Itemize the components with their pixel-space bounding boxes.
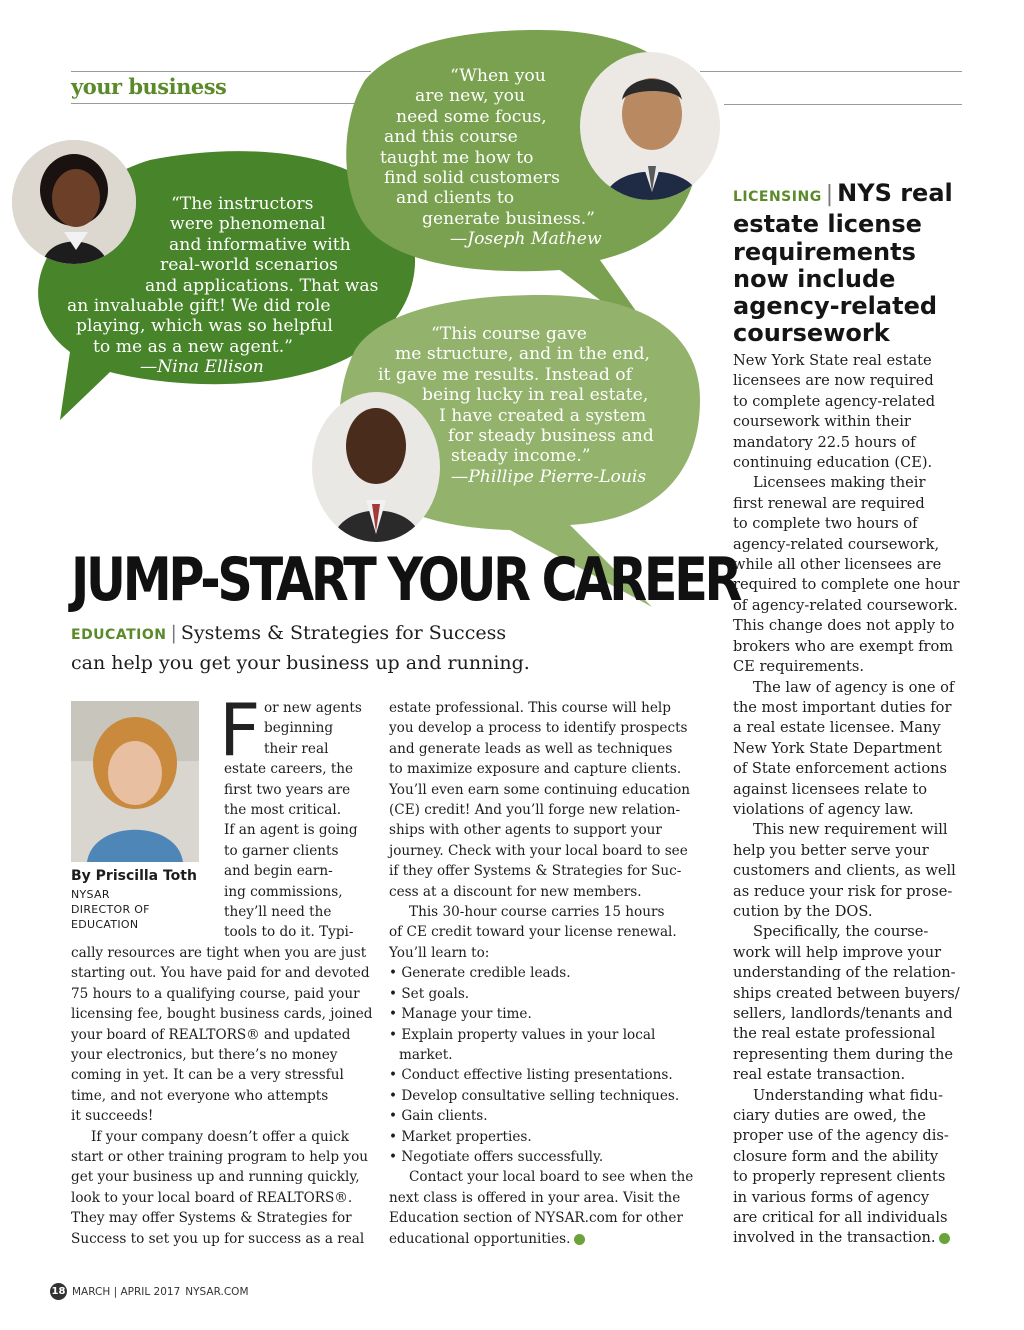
quote-phillipe-pierre-louis: “This course gave me structure, and in the end, it gave me results. Instead of being lucky in real estate, I have created a system for steady business and steady income.” —Phillipe Pierre-Louis — [378, 324, 654, 487]
byline: By Priscilla Toth NYSAR DIRECTOR OF EDUCATION — [71, 868, 197, 931]
sidebar-kicker: LICENSING — [733, 189, 822, 205]
list-item: • Negotiate offers successfully. — [389, 1148, 604, 1165]
quote-joseph-mathew: “When you are new, you need some focus, and this course taught me how to find solid customers and clients to generate business.” —Joseph Mathew — [380, 66, 602, 250]
list-item: • Develop consultative selling techniques. — [389, 1087, 680, 1104]
attribution-phillipe: —Phillipe Pierre-Louis — [451, 466, 647, 487]
list-item: • Manage your time. — [389, 1006, 532, 1023]
page-number: 18 — [50, 1283, 67, 1300]
author-photo — [71, 701, 199, 862]
attribution-nina: —Nina Ellison — [140, 357, 264, 378]
list-item: • Gain clients. — [389, 1108, 488, 1125]
article-column-1-wrap: or new agents beginning their real estate careers, the first two years are the most critical. If an agent is going to garner clients and begin earn- ing commissions, they’ll need the tools to do it. Typi- — [224, 700, 362, 941]
byline-name: By Priscilla Toth — [71, 868, 197, 884]
list-item: • Explain property values in your local — [389, 1026, 656, 1043]
list-item: • Conduct effective listing presentations. — [389, 1067, 673, 1084]
list-item: • Generate credible leads. — [389, 965, 571, 982]
attribution-joseph: —Joseph Mathew — [450, 229, 602, 250]
section-tag: your business — [71, 74, 227, 99]
page-footer — [50, 1283, 249, 1300]
sidebar-body: New York State real estate licensees are now required to complete agency-related coursework within their mandatory 22.5 hours of continuing education (CE). Licensees making their first renewal are required to complete two hours of agency-related coursework, while all other licensees are required to complete one hour of agency-related coursework. This change does not apply to brokers who are exempt from CE requirements. The law of agency is one of the most important duties for a real estate licensee. Many New York State Department of State enforcement actions against licensees relate to violations of agency law. This new requirement will help you better serve your customers and clients, as well as reduce your risk for prose- cution by the DOS. Specifically, the course- work will help improve your understanding of the relation- ships created between buyers/ sellers, landlords/tenants and the real estate professional representing them during the real estate transaction. Understanding what fidu- ciary duties are owed, the proper use of the agency dis- closure form and the ability to properly represent clients in various forms of agency are critical for all individuals involved in the transaction. — [733, 352, 960, 1247]
article-column-1: cally resources are tight when you are just starting out. You have paid for and devoted 75 hours to a qualifying course, paid your licensing fee, bought business cards, joined your board of REALTORS® and updated your electronics, but there’s no money coming in yet. It can be a very stressful time, and not everyone who attempts it succeeds! If your company doesn’t offer a quick start or other training program to help you get your business up and running quickly, look to your local board of REALTORS®. They may offer Systems & Strategies for Success to set you up for success as a real — [71, 945, 373, 1247]
sidebar-headline: LICENSING | NYS real estate license requirements now include agency-related coursework — [733, 179, 953, 348]
headline: JUMP-START YOUR CAREER — [71, 545, 740, 615]
list-item: • Market properties. — [389, 1128, 532, 1145]
drop-cap: F — [219, 688, 261, 772]
end-mark-icon — [574, 1234, 585, 1245]
end-mark-icon — [939, 1233, 950, 1244]
article-column-2: estate professional. This course will help you develop a process to identify prospects and generate leads as well as techniques to maximize exposure and capture clients. You’ll even earn some continuing education (CE) credit! And you’ll forge new relation- ships with other agents to support your journey. Check with your local board to see if they offer Systems & Strategies for Suc- cess at a discount for new members. This 30-hour course carries 15 hours of CE credit toward your license renewal. You’ll learn to: • Generate credible leads. • Set goals. • Manage your time. • Explain property values in your local market. • Conduct effective listing presentations. • Develop consultative selling techniques. • Gain clients. • Market properties. • Negotiate offers successfully. Contact your local board to see when the next class is offered in your area. Visit the Education section of NYSAR.com for other educational opportunities. — [389, 700, 694, 1247]
subhead-kicker: EDUCATION — [71, 627, 167, 643]
site-link[interactable]: NYSAR.COM — [185, 1285, 249, 1298]
issue-date: MARCH | APRIL 2017 — [72, 1285, 181, 1298]
subhead-line-2: can help you get your business up and running. — [71, 652, 530, 674]
subhead-title: Systems & Strategies for Success — [180, 622, 507, 644]
quote-nina-ellison: “The instructors were phenomenal and informative with real-world scenarios and applications. That was an invaluable gift! We did role playing, which was so helpful to me as a new agent.” —Nina Ellison — [67, 194, 379, 378]
subhead-line-1: EDUCATION | Systems & Strategies for Success — [71, 622, 507, 644]
list-item: • Set goals. — [389, 985, 470, 1002]
